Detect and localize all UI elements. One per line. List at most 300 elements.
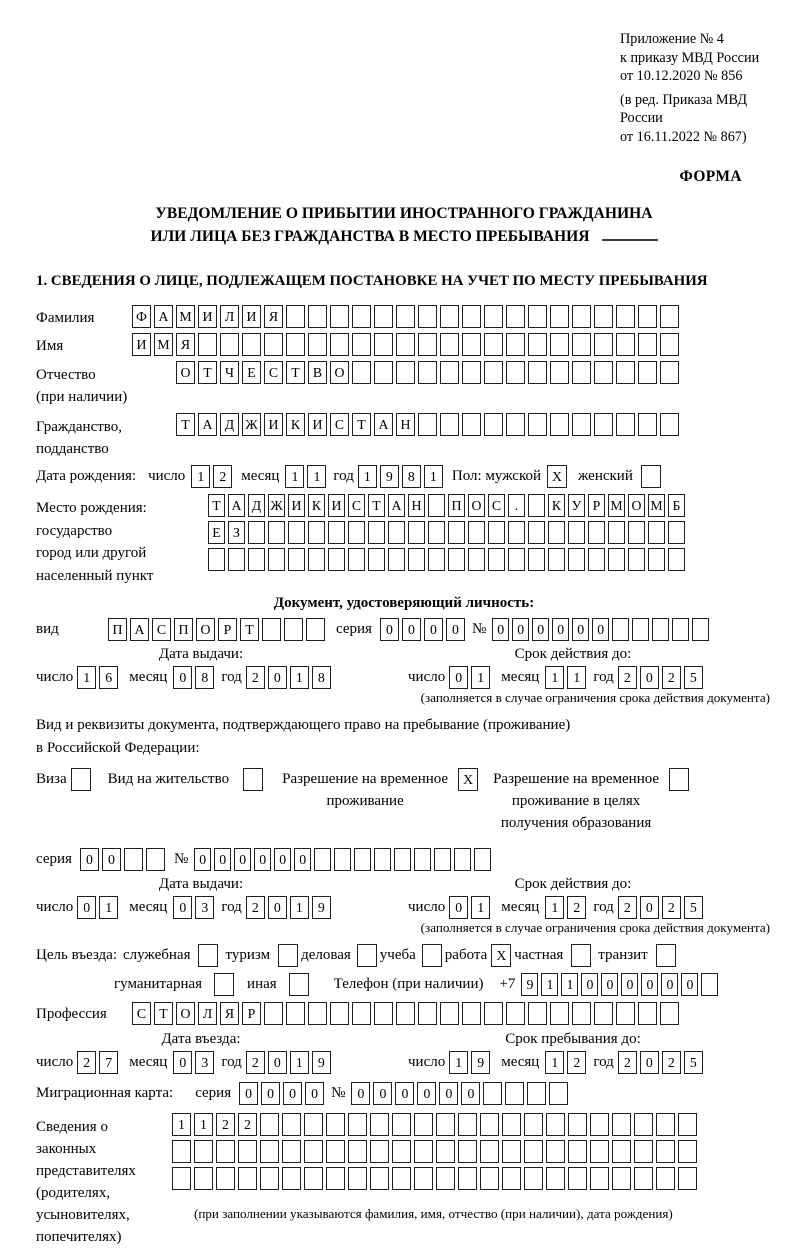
char-box[interactable] — [462, 305, 481, 328]
char-box[interactable] — [462, 361, 481, 384]
char-box[interactable]: 0 — [274, 848, 291, 871]
char-box[interactable] — [242, 333, 261, 356]
char-box[interactable]: П — [174, 618, 193, 641]
char-box[interactable] — [668, 521, 685, 544]
char-box[interactable] — [348, 1140, 367, 1163]
entry-day-input[interactable] — [77, 1051, 121, 1074]
char-box[interactable]: С — [330, 413, 349, 436]
char-box[interactable]: 0 — [173, 666, 192, 689]
char-box[interactable] — [568, 1113, 587, 1136]
char-box[interactable]: А — [154, 305, 173, 328]
char-box[interactable]: Ф — [132, 305, 151, 328]
char-box[interactable] — [572, 413, 591, 436]
char-box[interactable] — [594, 1002, 613, 1025]
char-box[interactable] — [701, 973, 718, 996]
char-box[interactable]: 0 — [194, 848, 211, 871]
char-box[interactable]: 2 — [618, 896, 637, 919]
char-box[interactable]: С — [348, 494, 365, 517]
char-box[interactable]: 2 — [618, 666, 637, 689]
checkbox-purpose-other[interactable] — [289, 973, 309, 996]
char-box[interactable] — [480, 1140, 499, 1163]
char-box[interactable]: 0 — [254, 848, 271, 871]
char-box[interactable]: 3 — [195, 896, 214, 919]
char-box[interactable] — [608, 548, 625, 571]
char-box[interactable] — [588, 548, 605, 571]
char-box[interactable]: 0 — [417, 1082, 436, 1105]
char-box[interactable] — [414, 848, 431, 871]
char-box[interactable] — [594, 305, 613, 328]
char-box[interactable] — [549, 1082, 568, 1105]
char-box[interactable] — [428, 548, 445, 571]
char-box[interactable] — [488, 548, 505, 571]
char-box[interactable] — [282, 1113, 301, 1136]
char-box[interactable] — [306, 618, 325, 641]
char-box[interactable] — [550, 333, 569, 356]
char-box[interactable] — [506, 361, 525, 384]
char-box[interactable]: С — [132, 1002, 151, 1025]
char-box[interactable] — [374, 848, 391, 871]
char-box[interactable]: 9 — [471, 1051, 490, 1074]
char-box[interactable]: 9 — [521, 973, 538, 996]
char-box[interactable] — [590, 1167, 609, 1190]
char-box[interactable] — [352, 1002, 371, 1025]
char-box[interactable] — [462, 1002, 481, 1025]
char-box[interactable] — [484, 361, 503, 384]
char-box[interactable]: 0 — [661, 973, 678, 996]
char-box[interactable]: 2 — [618, 1051, 637, 1074]
char-box[interactable]: 1 — [290, 896, 309, 919]
permit-issue-month-input[interactable] — [173, 896, 217, 919]
char-box[interactable]: 0 — [640, 896, 659, 919]
char-box[interactable] — [268, 548, 285, 571]
permit-series-input[interactable] — [80, 848, 168, 871]
char-box[interactable] — [616, 333, 635, 356]
char-box[interactable]: И — [308, 413, 327, 436]
char-box[interactable] — [506, 1002, 525, 1025]
checkbox-female[interactable] — [641, 465, 661, 488]
char-box[interactable] — [638, 361, 657, 384]
char-box[interactable] — [656, 1140, 675, 1163]
char-box[interactable]: 0 — [402, 618, 421, 641]
char-box[interactable]: 1 — [541, 973, 558, 996]
char-box[interactable]: 1 — [307, 465, 326, 488]
char-box[interactable]: А — [228, 494, 245, 517]
char-box[interactable] — [394, 848, 411, 871]
char-box[interactable] — [418, 361, 437, 384]
doc-issue-day-input[interactable] — [77, 666, 121, 689]
char-box[interactable]: 2 — [662, 1051, 681, 1074]
char-box[interactable] — [304, 1167, 323, 1190]
char-box[interactable]: 0 — [380, 618, 399, 641]
char-box[interactable]: 0 — [305, 1082, 324, 1105]
char-box[interactable] — [594, 413, 613, 436]
char-box[interactable]: Д — [248, 494, 265, 517]
char-box[interactable] — [392, 1167, 411, 1190]
char-box[interactable]: 2 — [246, 896, 265, 919]
char-box[interactable]: 0 — [449, 896, 468, 919]
char-box[interactable] — [354, 848, 371, 871]
char-box[interactable] — [392, 1113, 411, 1136]
char-box[interactable] — [546, 1140, 565, 1163]
char-box[interactable] — [260, 1113, 279, 1136]
char-box[interactable]: У — [568, 494, 585, 517]
char-box[interactable] — [330, 1002, 349, 1025]
birth-day-input[interactable] — [191, 465, 235, 488]
char-box[interactable] — [440, 333, 459, 356]
char-box[interactable]: Е — [208, 521, 225, 544]
permit-issue-day-input[interactable] — [77, 896, 121, 919]
char-box[interactable]: Я — [264, 305, 283, 328]
char-box[interactable] — [308, 305, 327, 328]
char-box[interactable] — [572, 333, 591, 356]
checkbox-temp-residence-permit[interactable]: X — [458, 768, 478, 791]
representatives-input-3[interactable] — [172, 1167, 700, 1190]
char-box[interactable]: О — [176, 361, 195, 384]
char-box[interactable] — [462, 413, 481, 436]
char-box[interactable]: 0 — [395, 1082, 414, 1105]
char-box[interactable]: 0 — [532, 618, 549, 641]
char-box[interactable]: 0 — [492, 618, 509, 641]
checkbox-purpose-official[interactable] — [198, 944, 218, 967]
char-box[interactable] — [668, 548, 685, 571]
char-box[interactable] — [568, 521, 585, 544]
profession-input[interactable] — [132, 1002, 682, 1025]
char-box[interactable]: Р — [218, 618, 237, 641]
char-box[interactable] — [652, 618, 669, 641]
char-box[interactable]: С — [264, 361, 283, 384]
char-box[interactable]: П — [448, 494, 465, 517]
char-box[interactable] — [502, 1140, 521, 1163]
char-box[interactable] — [328, 521, 345, 544]
char-box[interactable]: 0 — [439, 1082, 458, 1105]
char-box[interactable]: Ж — [268, 494, 285, 517]
char-box[interactable]: 5 — [684, 666, 703, 689]
birthplace-input-3[interactable] — [208, 548, 688, 571]
doc-number-input[interactable] — [492, 618, 712, 641]
char-box[interactable] — [326, 1140, 345, 1163]
char-box[interactable]: 8 — [195, 666, 214, 689]
char-box[interactable] — [348, 1167, 367, 1190]
char-box[interactable]: 0 — [449, 666, 468, 689]
char-box[interactable]: И — [132, 333, 151, 356]
char-box[interactable] — [414, 1167, 433, 1190]
checkbox-purpose-private[interactable] — [571, 944, 591, 967]
char-box[interactable] — [368, 521, 385, 544]
char-box[interactable] — [216, 1167, 235, 1190]
char-box[interactable]: 1 — [545, 1051, 564, 1074]
char-box[interactable]: И — [198, 305, 217, 328]
char-box[interactable] — [370, 1140, 389, 1163]
char-box[interactable] — [436, 1167, 455, 1190]
char-box[interactable]: 1 — [545, 896, 564, 919]
char-box[interactable] — [546, 1167, 565, 1190]
char-box[interactable]: 5 — [684, 1051, 703, 1074]
char-box[interactable] — [448, 521, 465, 544]
char-box[interactable] — [428, 521, 445, 544]
char-box[interactable]: П — [108, 618, 127, 641]
char-box[interactable] — [692, 618, 709, 641]
char-box[interactable] — [396, 333, 415, 356]
char-box[interactable] — [216, 1140, 235, 1163]
char-box[interactable]: 2 — [246, 666, 265, 689]
char-box[interactable] — [484, 1002, 503, 1025]
char-box[interactable] — [506, 413, 525, 436]
char-box[interactable]: Н — [396, 413, 415, 436]
char-box[interactable] — [396, 1002, 415, 1025]
char-box[interactable] — [308, 1002, 327, 1025]
char-box[interactable]: М — [648, 494, 665, 517]
char-box[interactable]: 0 — [581, 973, 598, 996]
char-box[interactable] — [462, 333, 481, 356]
char-box[interactable]: 1 — [194, 1113, 213, 1136]
char-box[interactable] — [550, 305, 569, 328]
char-box[interactable]: 1 — [449, 1051, 468, 1074]
char-box[interactable]: Т — [286, 361, 305, 384]
char-box[interactable]: 0 — [173, 896, 192, 919]
char-box[interactable] — [124, 848, 143, 871]
char-box[interactable] — [572, 1002, 591, 1025]
char-box[interactable]: Я — [220, 1002, 239, 1025]
char-box[interactable] — [550, 1002, 569, 1025]
char-box[interactable]: 0 — [351, 1082, 370, 1105]
char-box[interactable]: 7 — [99, 1051, 118, 1074]
char-box[interactable]: 1 — [471, 896, 490, 919]
char-box[interactable] — [348, 1113, 367, 1136]
char-box[interactable]: 6 — [99, 666, 118, 689]
char-box[interactable] — [288, 521, 305, 544]
char-box[interactable] — [638, 1002, 657, 1025]
char-box[interactable]: О — [330, 361, 349, 384]
char-box[interactable] — [268, 521, 285, 544]
char-box[interactable] — [388, 521, 405, 544]
char-box[interactable]: 0 — [80, 848, 99, 871]
char-box[interactable]: 1 — [290, 666, 309, 689]
char-box[interactable] — [527, 1082, 546, 1105]
char-box[interactable] — [612, 618, 629, 641]
char-box[interactable] — [286, 333, 305, 356]
char-box[interactable]: 0 — [681, 973, 698, 996]
char-box[interactable] — [480, 1167, 499, 1190]
char-box[interactable] — [308, 548, 325, 571]
char-box[interactable] — [484, 305, 503, 328]
doc-valid-day-input[interactable] — [449, 666, 493, 689]
char-box[interactable] — [194, 1140, 213, 1163]
char-box[interactable]: И — [288, 494, 305, 517]
char-box[interactable]: 0 — [461, 1082, 480, 1105]
char-box[interactable]: К — [548, 494, 565, 517]
char-box[interactable]: 0 — [234, 848, 251, 871]
char-box[interactable] — [458, 1140, 477, 1163]
char-box[interactable]: 0 — [446, 618, 465, 641]
checkbox-male[interactable]: X — [547, 465, 567, 488]
char-box[interactable] — [434, 848, 451, 871]
char-box[interactable] — [262, 618, 281, 641]
char-box[interactable]: 0 — [294, 848, 311, 871]
char-box[interactable] — [474, 848, 491, 871]
char-box[interactable]: С — [152, 618, 171, 641]
char-box[interactable] — [634, 1140, 653, 1163]
char-box[interactable] — [505, 1082, 524, 1105]
char-box[interactable] — [440, 361, 459, 384]
char-box[interactable]: Е — [242, 361, 261, 384]
char-box[interactable]: 2 — [662, 896, 681, 919]
char-box[interactable] — [418, 1002, 437, 1025]
char-box[interactable]: 0 — [173, 1051, 192, 1074]
char-box[interactable] — [524, 1167, 543, 1190]
char-box[interactable]: 0 — [102, 848, 121, 871]
char-box[interactable] — [348, 521, 365, 544]
char-box[interactable] — [612, 1140, 631, 1163]
char-box[interactable] — [572, 361, 591, 384]
char-box[interactable]: 1 — [191, 465, 210, 488]
char-box[interactable] — [528, 333, 547, 356]
phone-input[interactable] — [521, 973, 721, 996]
char-box[interactable]: 9 — [312, 1051, 331, 1074]
char-box[interactable] — [648, 521, 665, 544]
doc-series-input[interactable] — [380, 618, 468, 641]
char-box[interactable] — [468, 521, 485, 544]
birthplace-input-1[interactable] — [208, 494, 688, 517]
char-box[interactable] — [594, 361, 613, 384]
char-box[interactable] — [528, 548, 545, 571]
char-box[interactable] — [590, 1113, 609, 1136]
char-box[interactable] — [414, 1113, 433, 1136]
char-box[interactable] — [548, 548, 565, 571]
doc-valid-year-input[interactable] — [618, 666, 706, 689]
char-box[interactable] — [568, 1167, 587, 1190]
char-box[interactable]: Т — [176, 413, 195, 436]
char-box[interactable] — [436, 1140, 455, 1163]
char-box[interactable]: 2 — [662, 666, 681, 689]
char-box[interactable]: Т — [240, 618, 259, 641]
char-box[interactable]: 0 — [640, 666, 659, 689]
char-box[interactable]: 1 — [99, 896, 118, 919]
char-box[interactable]: Д — [220, 413, 239, 436]
char-box[interactable]: Б — [668, 494, 685, 517]
char-box[interactable]: 0 — [268, 666, 287, 689]
char-box[interactable]: Т — [208, 494, 225, 517]
char-box[interactable] — [660, 1002, 679, 1025]
char-box[interactable] — [660, 333, 679, 356]
char-box[interactable]: 0 — [77, 896, 96, 919]
char-box[interactable] — [220, 333, 239, 356]
char-box[interactable] — [528, 494, 545, 517]
representatives-input-2[interactable] — [172, 1140, 700, 1163]
doc-issue-year-input[interactable] — [246, 666, 334, 689]
char-box[interactable] — [468, 548, 485, 571]
char-box[interactable] — [286, 305, 305, 328]
migration-number-input[interactable] — [351, 1082, 571, 1105]
char-box[interactable]: Л — [198, 1002, 217, 1025]
checkbox-purpose-humanitarian[interactable] — [214, 973, 234, 996]
char-box[interactable]: 9 — [312, 896, 331, 919]
char-box[interactable] — [374, 333, 393, 356]
char-box[interactable] — [550, 413, 569, 436]
char-box[interactable]: 1 — [172, 1113, 191, 1136]
char-box[interactable] — [370, 1113, 389, 1136]
char-box[interactable] — [628, 521, 645, 544]
char-box[interactable] — [488, 521, 505, 544]
char-box[interactable] — [548, 521, 565, 544]
char-box[interactable] — [436, 1113, 455, 1136]
char-box[interactable]: 1 — [77, 666, 96, 689]
char-box[interactable] — [572, 305, 591, 328]
char-box[interactable] — [628, 548, 645, 571]
char-box[interactable]: 0 — [268, 896, 287, 919]
char-box[interactable] — [656, 1167, 675, 1190]
char-box[interactable] — [260, 1140, 279, 1163]
char-box[interactable]: Р — [588, 494, 605, 517]
char-box[interactable] — [260, 1167, 279, 1190]
char-box[interactable] — [616, 305, 635, 328]
checkbox-purpose-transit[interactable] — [656, 944, 676, 967]
char-box[interactable] — [634, 1167, 653, 1190]
char-box[interactable]: 0 — [283, 1082, 302, 1105]
citizenship-input[interactable] — [176, 413, 682, 436]
surname-input[interactable] — [132, 305, 682, 328]
char-box[interactable] — [208, 548, 225, 571]
char-box[interactable] — [483, 1082, 502, 1105]
char-box[interactable] — [608, 521, 625, 544]
char-box[interactable] — [396, 305, 415, 328]
char-box[interactable] — [590, 1140, 609, 1163]
char-box[interactable]: 0 — [239, 1082, 258, 1105]
char-box[interactable] — [612, 1113, 631, 1136]
char-box[interactable] — [638, 333, 657, 356]
char-box[interactable] — [508, 521, 525, 544]
char-box[interactable] — [428, 494, 445, 517]
char-box[interactable]: И — [242, 305, 261, 328]
char-box[interactable]: М — [608, 494, 625, 517]
char-box[interactable] — [374, 305, 393, 328]
checkbox-purpose-business[interactable] — [357, 944, 377, 967]
birth-month-input[interactable] — [285, 465, 329, 488]
char-box[interactable] — [368, 548, 385, 571]
char-box[interactable]: Т — [352, 413, 371, 436]
char-box[interactable] — [238, 1167, 257, 1190]
char-box[interactable]: 1 — [424, 465, 443, 488]
char-box[interactable] — [194, 1167, 213, 1190]
char-box[interactable] — [616, 361, 635, 384]
char-box[interactable]: 2 — [77, 1051, 96, 1074]
char-box[interactable]: О — [628, 494, 645, 517]
char-box[interactable] — [352, 333, 371, 356]
char-box[interactable]: 8 — [312, 666, 331, 689]
char-box[interactable]: Н — [408, 494, 425, 517]
char-box[interactable] — [418, 305, 437, 328]
char-box[interactable] — [524, 1140, 543, 1163]
birth-year-input[interactable] — [358, 465, 446, 488]
char-box[interactable] — [508, 548, 525, 571]
char-box[interactable]: С — [488, 494, 505, 517]
char-box[interactable]: 1 — [545, 666, 564, 689]
char-box[interactable] — [352, 305, 371, 328]
char-box[interactable] — [334, 848, 351, 871]
char-box[interactable] — [146, 848, 165, 871]
char-box[interactable] — [672, 618, 689, 641]
char-box[interactable]: О — [468, 494, 485, 517]
char-box[interactable] — [440, 1002, 459, 1025]
char-box[interactable] — [330, 305, 349, 328]
checkbox-purpose-work[interactable]: X — [491, 944, 511, 967]
stay-month-input[interactable] — [545, 1051, 589, 1074]
char-box[interactable]: 2 — [567, 1051, 586, 1074]
char-box[interactable]: А — [130, 618, 149, 641]
char-box[interactable]: К — [308, 494, 325, 517]
char-box[interactable]: 1 — [290, 1051, 309, 1074]
char-box[interactable]: 0 — [552, 618, 569, 641]
char-box[interactable] — [418, 333, 437, 356]
